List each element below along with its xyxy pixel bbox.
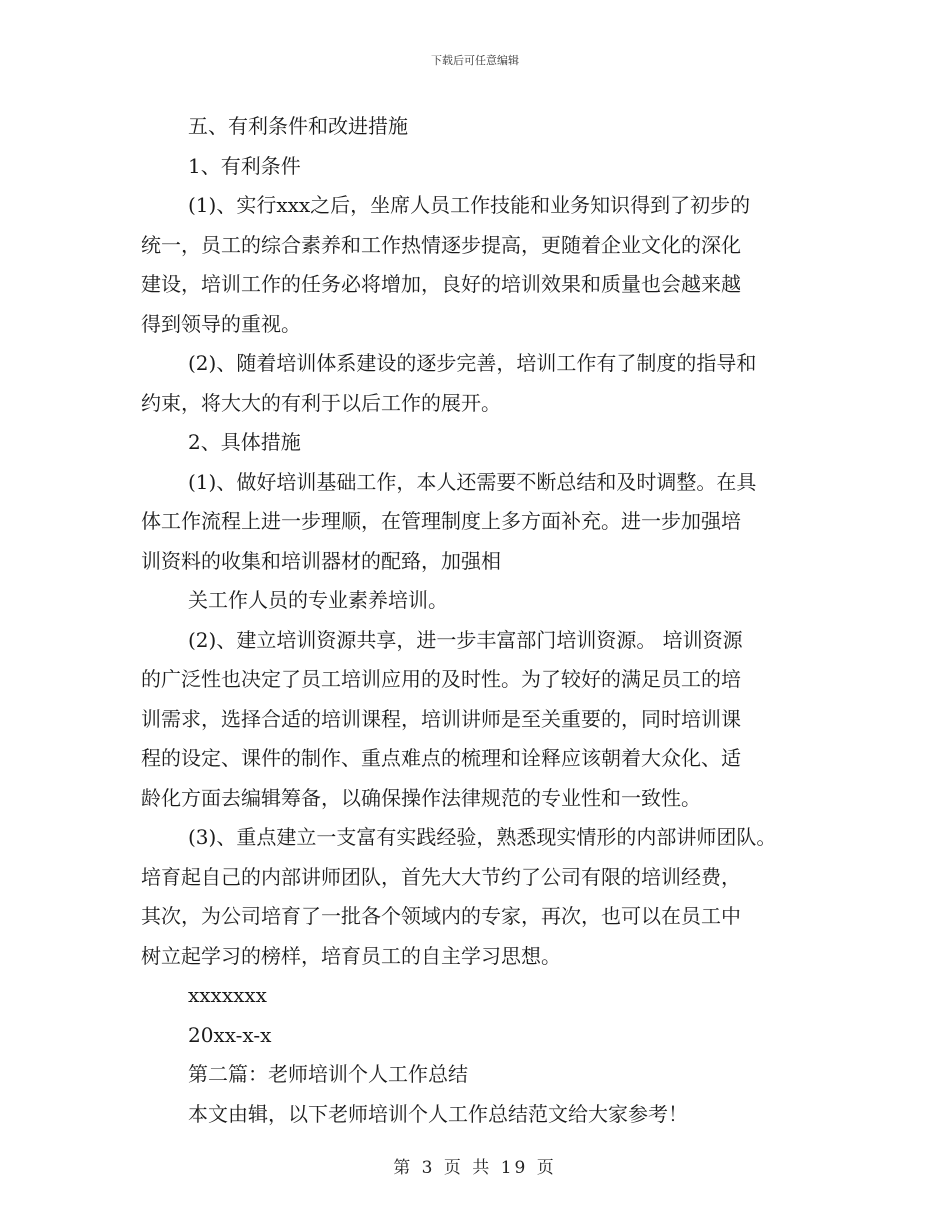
paragraph-line: 培育起自己的内部讲师团队，首先大大节约了公司有限的培训经费， [141, 864, 741, 889]
page-header: 下载后可任意编辑 [431, 54, 519, 67]
signature-name: xxxxxxx [188, 983, 267, 1007]
paragraph-line: 训需求，选择合适的培训课程，培训讲师是至关重要的，同时培训课 [141, 706, 741, 731]
paragraph-line: 树立起学习的榜样，培育员工的自主学习思想。 [141, 943, 561, 968]
paragraph-line: (2)、随着培训体系建设的逐步完善，培训工作有了制度的指导和 [188, 351, 757, 375]
paragraph-line: (1)、实行xxx之后，坐席人员工作技能和业务知识得到了初步的 [188, 193, 751, 217]
paragraph-line: 程的设定、课件的制作、重点难点的梳理和诠释应该朝着大众化、适 [141, 746, 741, 770]
signature-date: 20xx-x-x [188, 1022, 272, 1047]
paragraph-line: 得到领导的重视。 [141, 311, 301, 336]
paragraph-line: 训资料的收集和培训器材的配臵，加强相 [141, 548, 501, 573]
paragraph-line: 的广泛性也决定了员工培训应用的及时性。为了较好的满足员工的培 [141, 667, 741, 691]
paragraph-line: 建设，培训工作的任务必将增加，良好的培训效果和质量也会越来越 [141, 272, 741, 296]
paragraph-line: (2)、建立培训资源共享，进一步丰富部门培训资源。 培训资源 [188, 627, 743, 652]
page-footer: 第 3 页 共 19 页 [393, 1158, 557, 1178]
paragraph-line: 体工作流程上进一步理顺，在管理制度上多方面补充。进一步加强培 [141, 509, 741, 533]
chapter-title: 第二篇：老师培训个人工作总结 [188, 1062, 468, 1086]
paragraph-line: (3)、重点建立一支富有实践经验，熟悉现实情形的内部讲师团队。 [188, 825, 777, 849]
paragraph-line: 本文由辑，以下老师培训个人工作总结范文给大家参考！ [188, 1101, 688, 1126]
paragraph-line: (1)、做好培训基础工作，本人还需要不断总结和及时调整。在具 [188, 469, 757, 494]
paragraph-line: 其次，为公司培育了一批各个领域内的专家，再次，也可以在员工中 [141, 904, 741, 928]
paragraph-line: 约束，将大大的有利于以后工作的展开。 [141, 390, 501, 415]
paragraph-line: 龄化方面去编辑筹备，以确保操作法律规范的专业性和一致性。 [141, 785, 701, 810]
subsection-heading: 2、具体措施 [188, 430, 301, 454]
paragraph-line: 关工作人员的专业素养培训。 [188, 588, 448, 612]
paragraph-line: 统一，员工的综合素养和工作热情逐步提高，更随着企业文化的深化 [141, 232, 741, 257]
document-body [138, 107, 828, 1134]
subsection-heading: 1、有利条件 [188, 153, 301, 178]
section-heading: 五、有利条件和改进措施 [188, 114, 408, 138]
